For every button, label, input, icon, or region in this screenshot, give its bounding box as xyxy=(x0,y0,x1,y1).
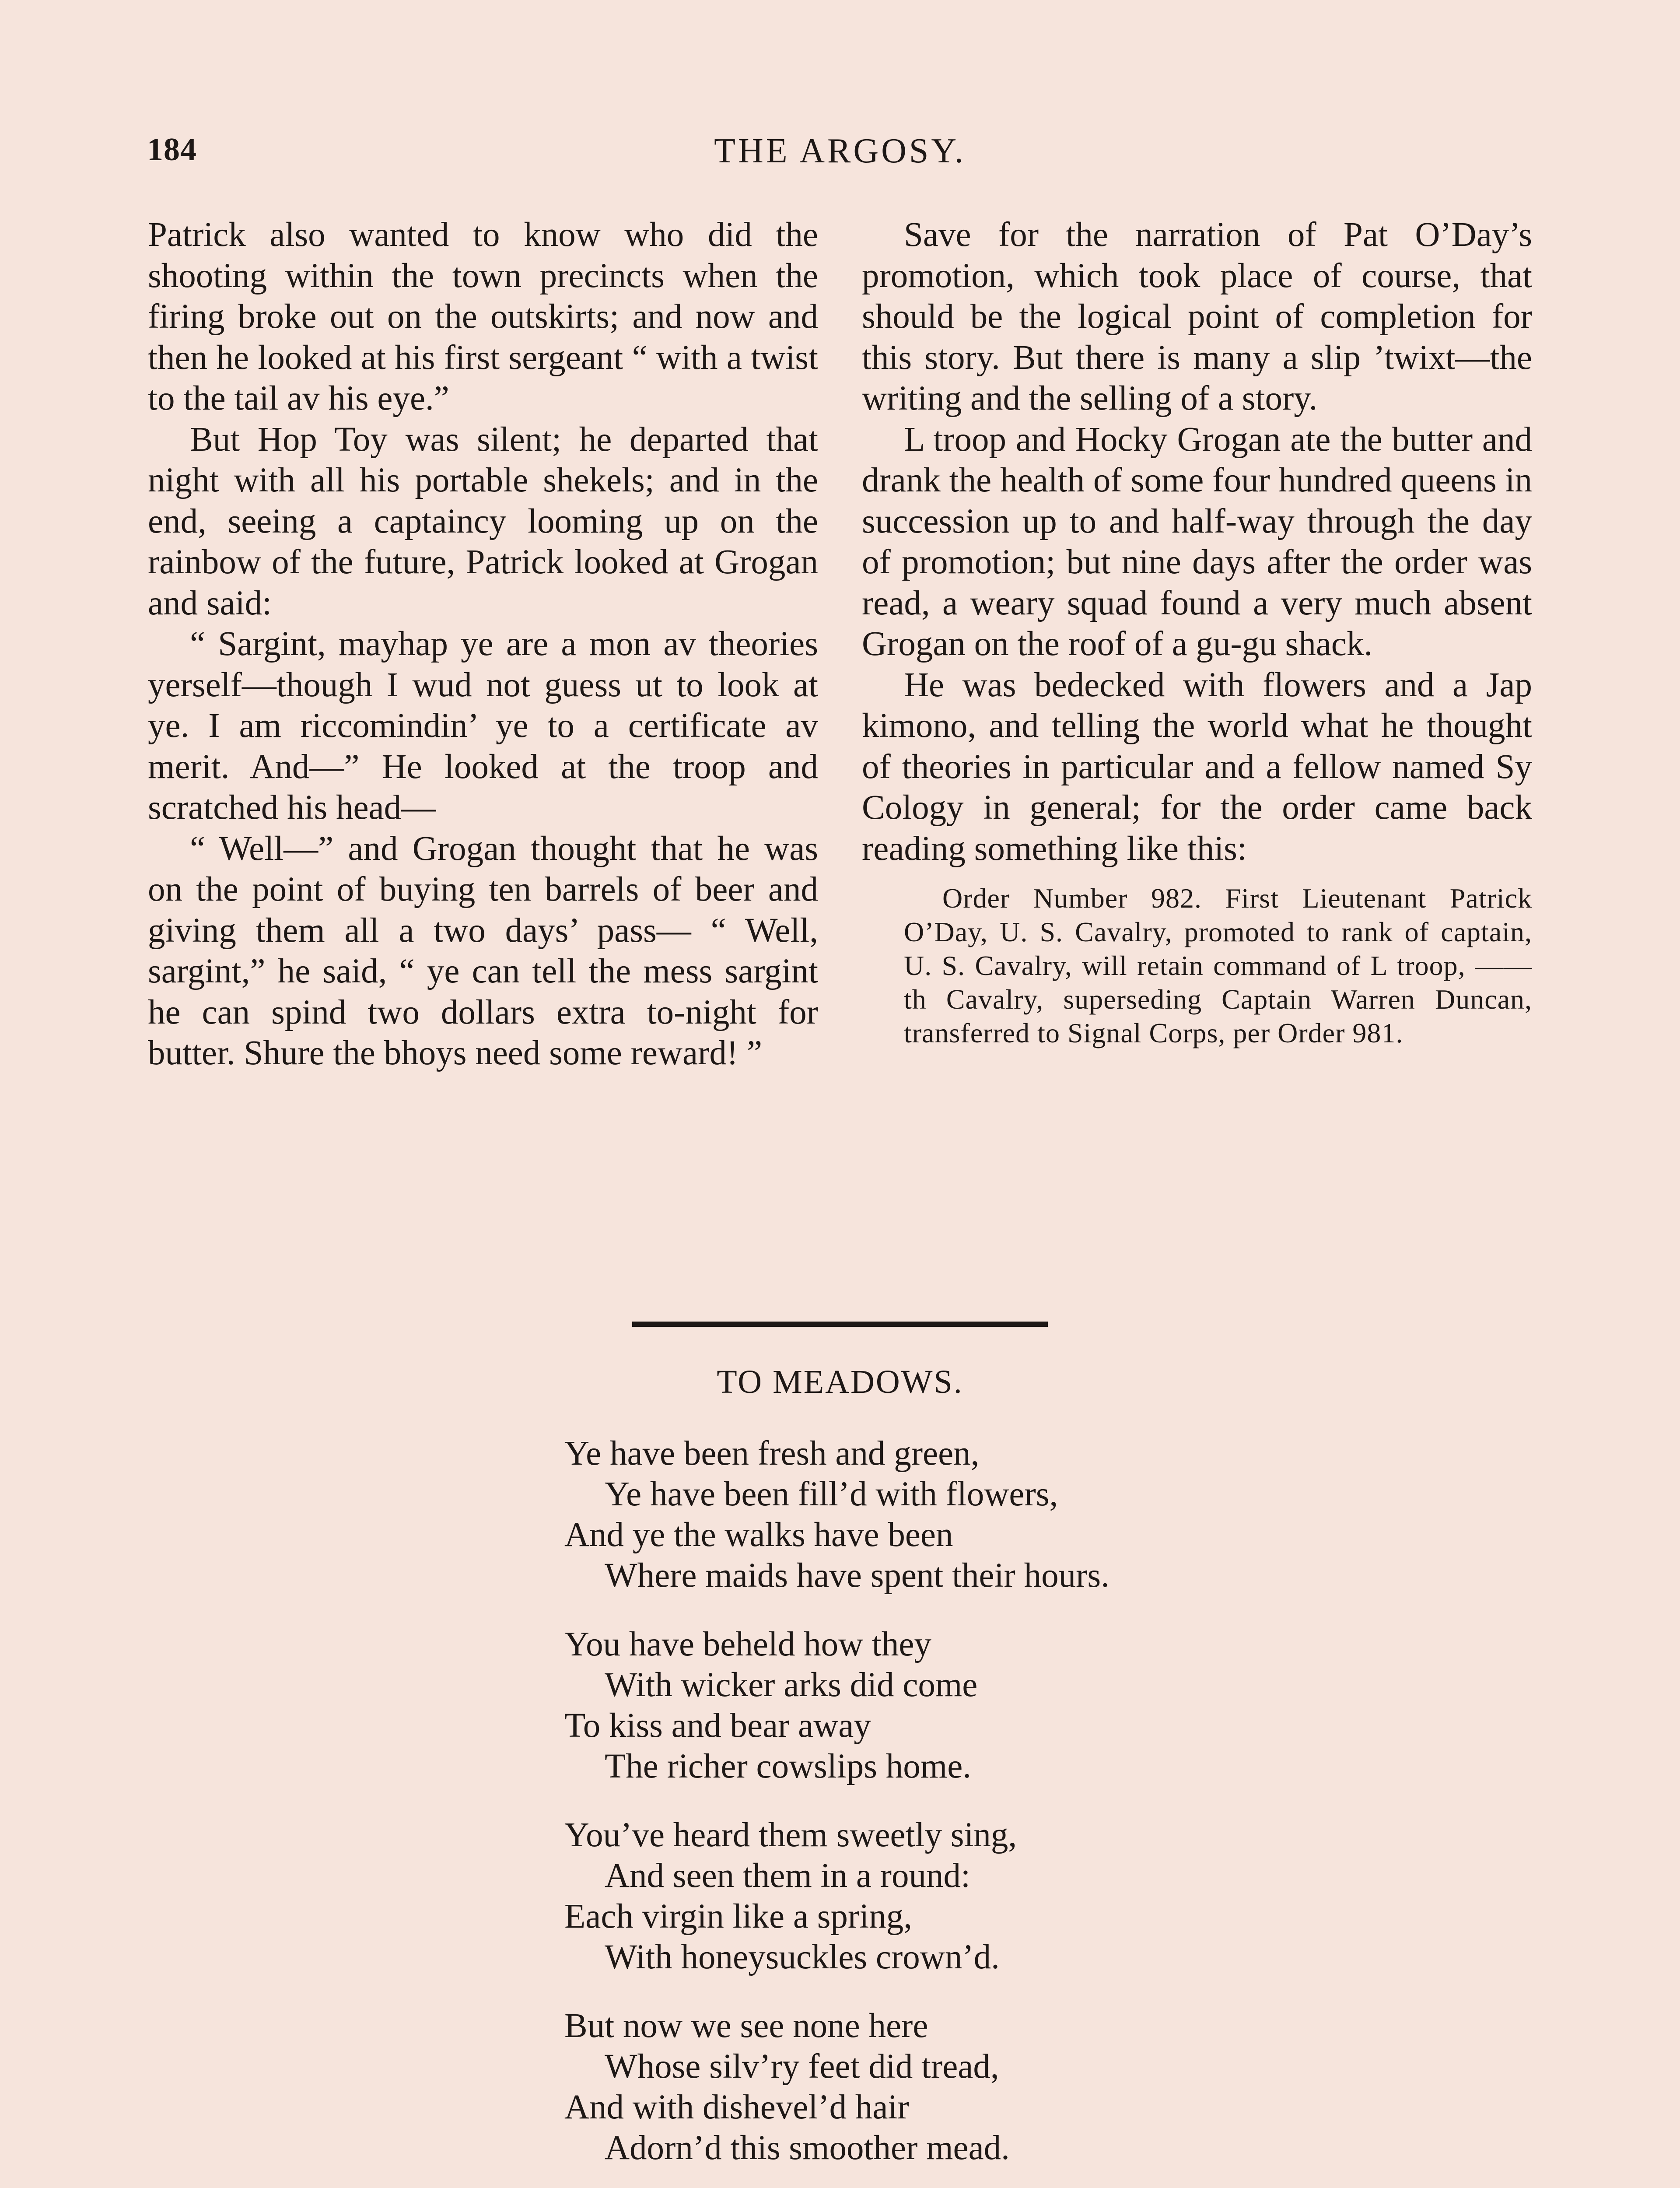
poem-stanza xyxy=(564,2006,1527,2168)
poem-line: And seen them in a round: xyxy=(605,1857,970,1895)
poem-stanza xyxy=(564,1815,1527,1978)
poem-stanza xyxy=(564,1433,1527,1596)
paragraph: He was bedecked with flowers and a Jap kimono, and telling the world what he thought of theories in particular and a fellow named Sy Cology in general; for the order came back reading something like this: xyxy=(862,666,1532,868)
paragraph: But Hop Toy was silent; he departed that night with all his portable shekels; and in the end, seeing a captaincy looming up on the rainbow of the future, Patrick looked at Grogan and said: xyxy=(148,420,818,622)
poem-line: Each virgin like a spring, xyxy=(564,1897,912,1936)
poem-line: To kiss and bear away xyxy=(564,1707,871,1745)
poem-title: TO MEADOWS. xyxy=(717,1364,963,1400)
poem-line: Where maids have spent their hours. xyxy=(605,1557,1110,1595)
poem-line: And ye the walks have been xyxy=(564,1516,953,1554)
order-notice: Order Number 982. First Lieutenant Patrick O’Day, U. S. Cavalry, promoted to rank of captain, U. S. Cavalry, will retain command of L troop, ——th Cavalry, superseding Captain Warren Duncan, transferred to Signal Corps, per Order 981. xyxy=(904,883,1532,1048)
poem-line: You have beheld how they xyxy=(564,1625,931,1663)
poem-line: You’ve heard them sweetly sing, xyxy=(564,1816,1017,1854)
poem-line: But now we see none here xyxy=(564,2007,928,2045)
paragraph: L troop and Hocky Grogan ate the butter and drank the health of some four hundred queens in succession up to and half-way through the day of promotion; but nine days after the order was read, a weary squad found a very much absent Grogan on the roof of a gu-gu shack. xyxy=(862,420,1532,663)
running-title: THE ARGOSY. xyxy=(714,132,966,170)
story-left-column xyxy=(148,214,818,1074)
paragraph: Save for the narration of Pat O’Day’s promotion, which took place of course, that should be the logical point of completion for this story. But there is many a slip ’twixt—the writing and the selling of a story. xyxy=(862,216,1532,417)
paragraph: “ Well—” and Grogan thought that he was on the point of buying ten barrels of beer and giving them all a two days’ pass— “ Well, sargint,” he said, “ ye can tell the mess sargint he can spind two dollars extra to-night for butter. Shure the bhoys need some reward! ” xyxy=(148,829,818,1072)
paragraph: Patrick also wanted to know who did the shooting within the town precincts when the firing broke out on the outskirts; and now and then he looked at his first sergeant “ with a twist to the tail av his eye.” xyxy=(148,216,818,417)
poem-line: Ye have been fresh and green, xyxy=(564,1434,980,1473)
poem-line: With wicker arks did come xyxy=(605,1666,978,1704)
story-right-column xyxy=(862,214,1532,1050)
poem-line: And with dishevel’d hair xyxy=(564,2088,909,2126)
section-divider xyxy=(632,1322,1048,1327)
poem-line: Ye have been fill’d with flowers, xyxy=(605,1475,1058,1513)
poem-line: With honeysuckles crown’d. xyxy=(605,1938,1000,1976)
poem-line: Whose silv’ry feet did tread, xyxy=(605,2048,999,2086)
paragraph: “ Sargint, mayhap ye are a mon av theories yerself—though I wud not guess ut to look at ye. I am riccomindin’ ye to a certificate av merit. And—” He looked at the troop and scratched his head— xyxy=(148,625,818,827)
poem-line: The richer cowslips home. xyxy=(605,1747,972,1785)
poem-stanza xyxy=(564,1624,1527,1787)
poem-line: Adorn’d this smoother mead. xyxy=(605,2129,1010,2167)
poem xyxy=(564,1433,1527,2188)
page-number: 184 xyxy=(147,132,197,168)
